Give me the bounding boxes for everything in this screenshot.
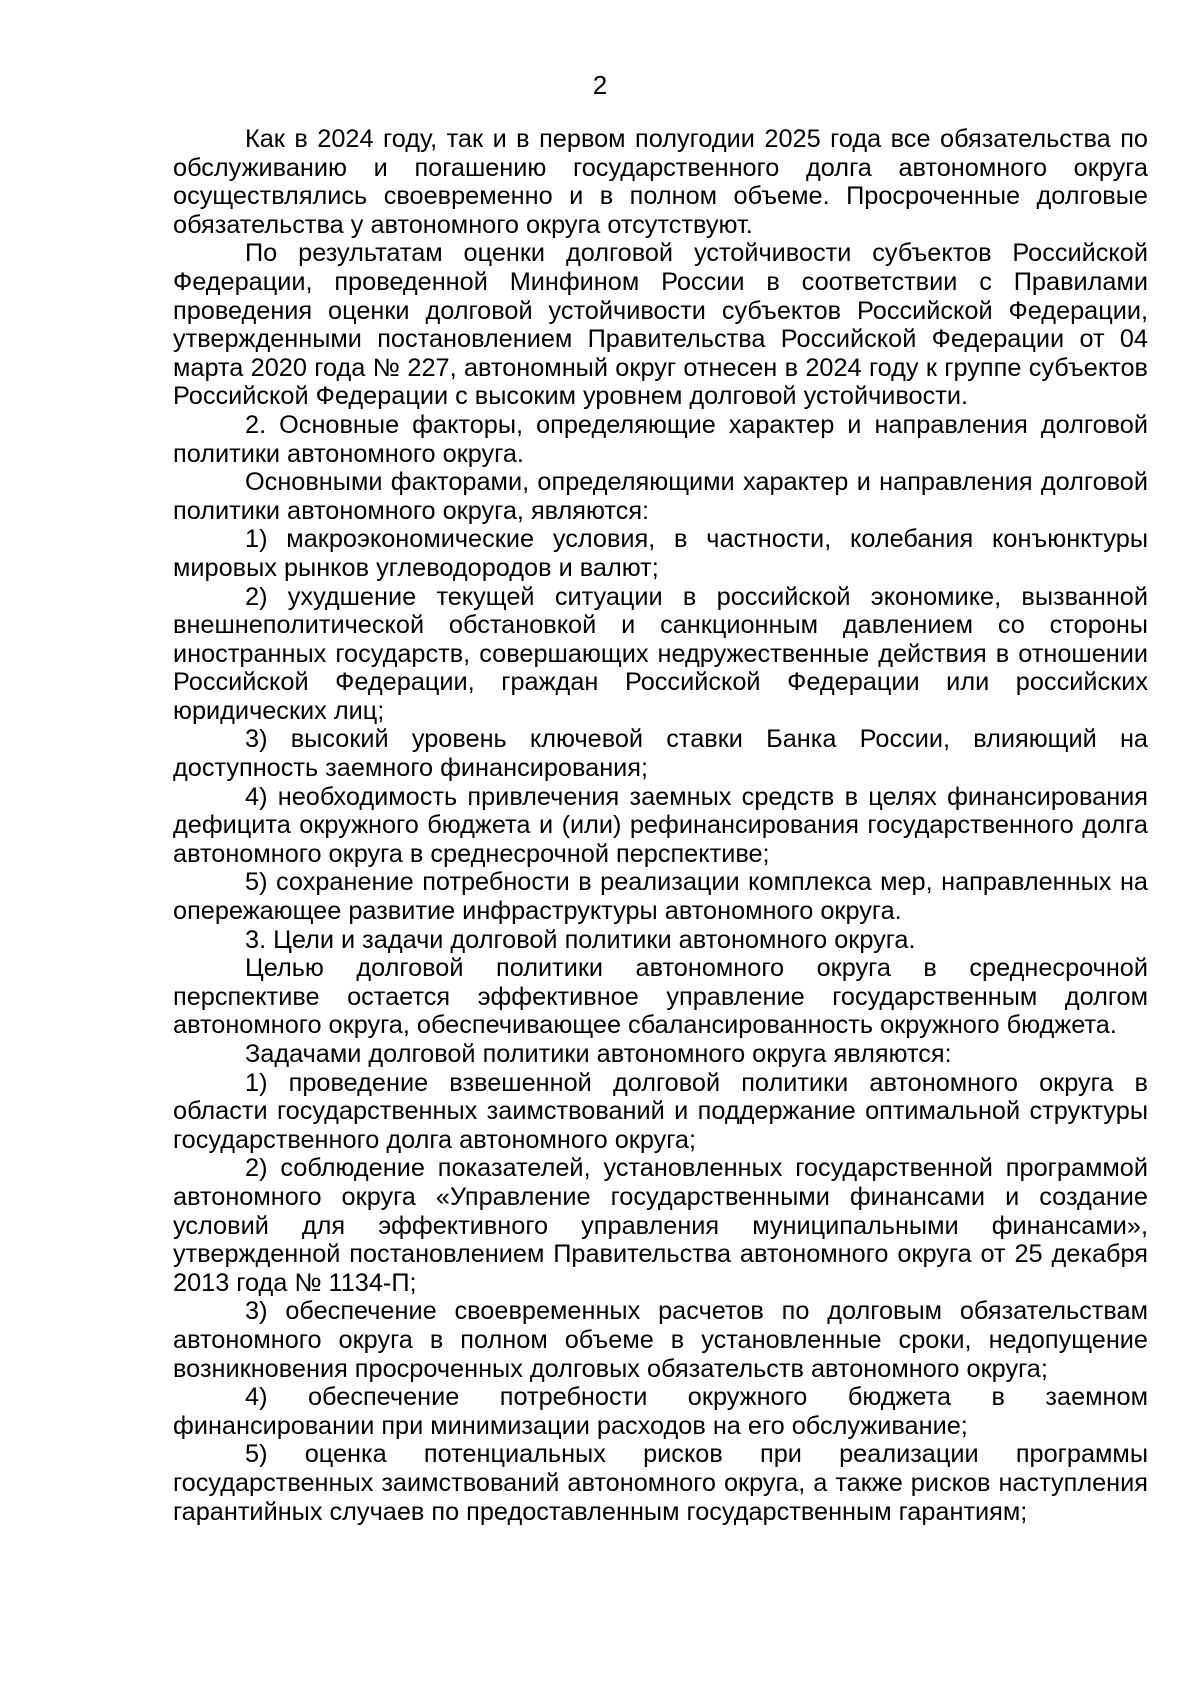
document-body (173, 125, 1148, 1526)
list-item-task-2: 2) соблюдение показателей, установленных государственной программой автономного округа «Управление государственными финансами и создание условий для эффективного управления муниципальными финансами», утвержденной постановлением Правительства автономного округа от 25 декабря 2013 года № 1134-П; (173, 1154, 1148, 1297)
list-item-task-5: 5) оценка потенциальных рисков при реализации программы государственных заимствований автономного округа, а также рисков наступления гарантийных случаев по предоставленным государственным гарантиям; (173, 1440, 1148, 1526)
paragraph-goal: Целью долговой политики автономного округа в среднесрочной перспективе остается эффективное управление государственным долгом автономного округа, обеспечивающее сбалансированность окружного бюджета. (173, 954, 1148, 1040)
paragraph-factors-intro: Основными факторами, определяющими характер и направления долговой политики автономного округа, являются: (173, 468, 1148, 525)
section-heading-goals-tasks: 3. Цели и задачи долговой политики автономного округа. (245, 925, 916, 954)
paragraph-debt-sustainability-assessment: По результатам оценки долговой устойчивости субъектов Российской Федерации, проведенной Минфином России в соответствии с Правилами проведения оценки долговой устойчивости субъектов Российской Федерации, утвержденными постановлением Правительства Российской Федерации от 04 марта 2020 года № 227, автономный округ отнесен в 2024 году к группе субъектов Российской Федерации с высоким уровнем долговой устойчивости. (173, 239, 1148, 411)
list-item-factor-3: 3) высокий уровень ключевой ставки Банка России, влияющий на доступность заемного финансирования; (173, 725, 1148, 783)
paragraph-debt-obligations-status: Как в 2024 году, так и в первом полугодии 2025 года все обязательства по обслуживанию и погашению государственного долга автономного округа осуществлялись своевременно и в полном объеме. Просроченные долговые обязательства у автономного округа отсутствуют. (173, 125, 1148, 239)
list-item-factor-2: 2) ухудшение текущей ситуации в российской экономике, вызванной внешнеполитической обстановкой и санкционным давлением со стороны иностранных государств, совершающих недружественные действия в отношении Российской Федерации, граждан Российской Федерации или российских юридических лиц; (173, 582, 1148, 725)
list-item-task-4: 4) обеспечение потребности окружного бюджета в заемном финансировании при минимизации расходов на его обслуживание; (173, 1383, 1148, 1440)
list-item-task-1: 1) проведение взвешенной долговой политики автономного округа в области государственных заимствований и поддержание оптимальной структуры государственного долга автономного округа; (173, 1068, 1148, 1154)
list-item-factor-4: 4) необходимость привлечения заемных средств в целях финансирования дефицита окружного бюджета и (или) рефинансирования государственного долга автономного округа в среднесрочной перспективе; (173, 782, 1148, 868)
list-item-factor-1: 1) макроэкономические условия, в частности, колебания конъюнктуры мировых рынков углеводородов и валют; (173, 525, 1148, 582)
list-item-factor-5: 5) сохранение потребности в реализации комплекса мер, направленных на опережающее развитие инфраструктуры автономного округа. (173, 868, 1148, 926)
section-heading-main-factors: 2. Основные факторы, определяющие характер и направления долговой политики автономного округа. (173, 410, 1148, 468)
paragraph-tasks-intro: Задачами долговой политики автономного округа являются: (245, 1040, 952, 1068)
list-item-task-3: 3) обеспечение своевременных расчетов по долговым обязательствам автономного округа в полном объеме в установленные сроки, недопущение возникновения просроченных долговых обязательств автономного округа; (173, 1297, 1148, 1383)
page-number: 2 (592, 70, 608, 100)
